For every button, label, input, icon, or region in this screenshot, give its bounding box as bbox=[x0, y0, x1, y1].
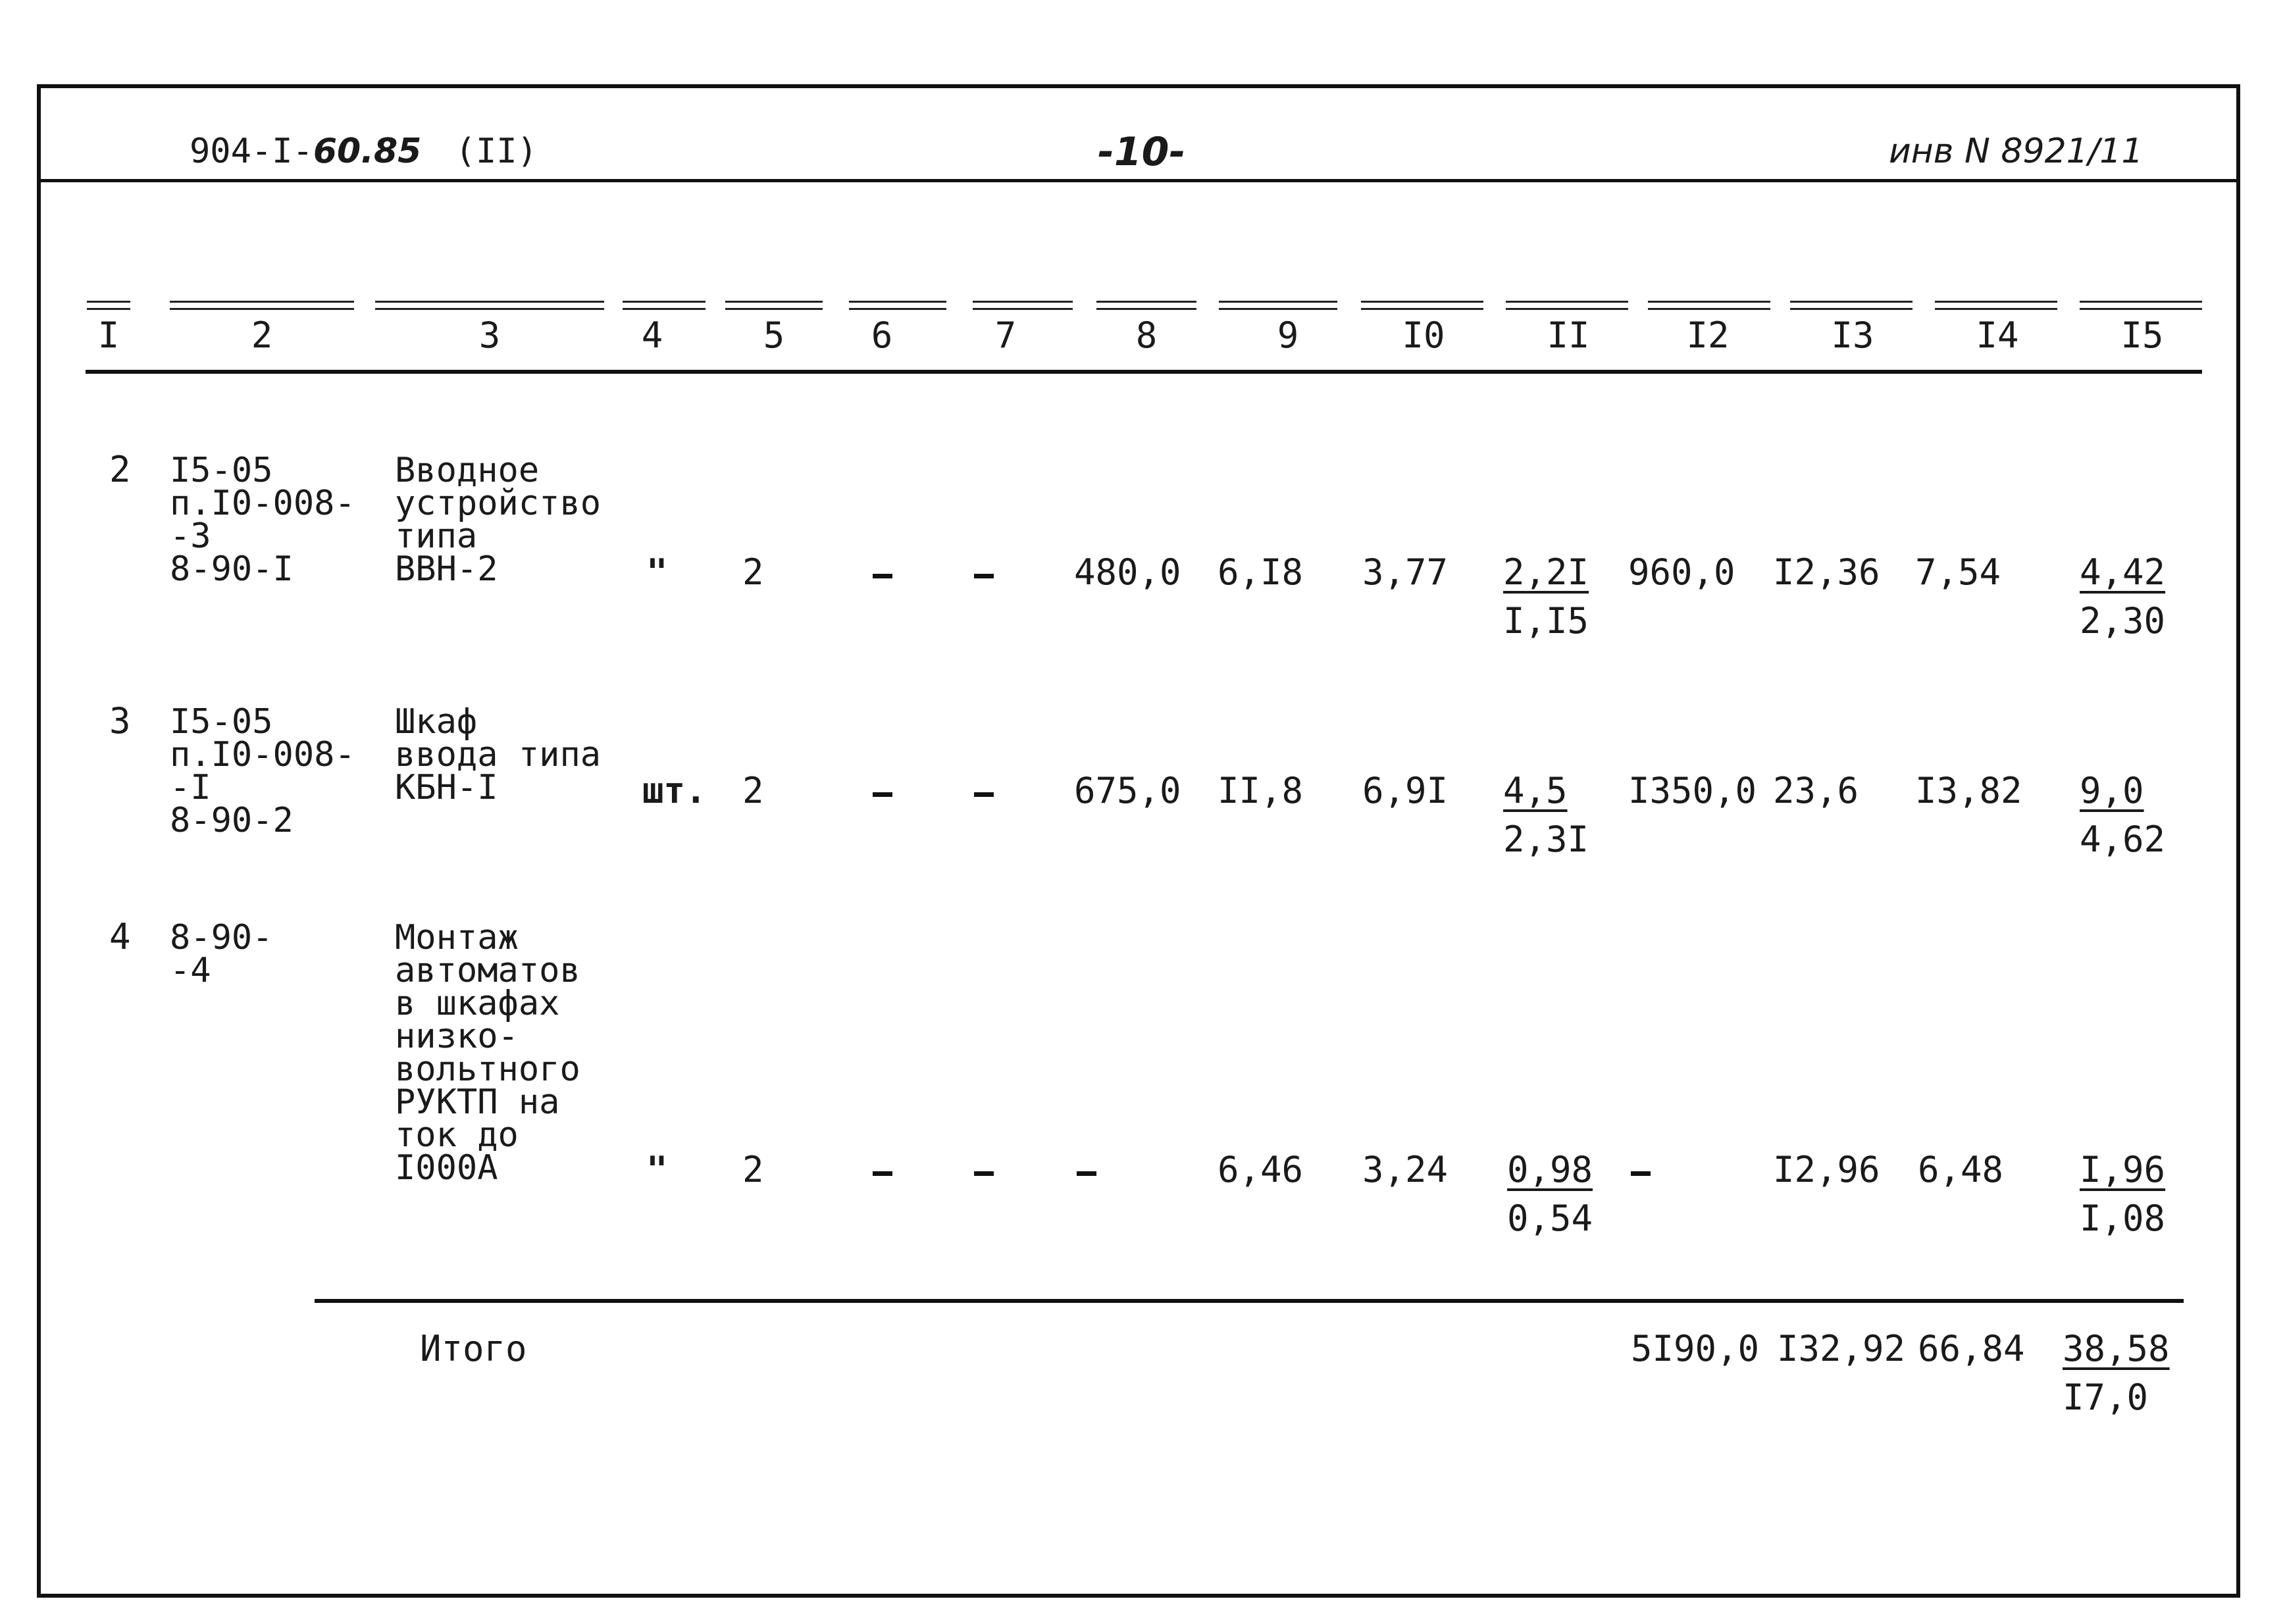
col-num-6: 6 bbox=[871, 315, 893, 356]
col-num-12: I2 bbox=[1686, 315, 1730, 356]
col-num-4: 4 bbox=[641, 315, 663, 356]
col-num-11: II bbox=[1547, 315, 1590, 356]
row-c11-top: 4,5 bbox=[1503, 770, 1568, 811]
row-c8: 480,0 bbox=[1074, 551, 1181, 593]
row-c9: II,8 bbox=[1218, 770, 1304, 811]
row-c9: 6,46 bbox=[1218, 1149, 1304, 1190]
col-num-5: 5 bbox=[763, 315, 785, 356]
row-c13: I2,96 bbox=[1773, 1149, 1880, 1190]
row-c7-dash bbox=[974, 574, 994, 578]
row-c13: 23,6 bbox=[1773, 770, 1859, 811]
header-bottom-rule bbox=[86, 370, 2202, 374]
row-c14: 6,48 bbox=[1918, 1149, 2004, 1190]
document-code bbox=[190, 132, 538, 171]
total-rule bbox=[315, 1299, 2184, 1303]
col-num-13: I3 bbox=[1831, 315, 1874, 356]
col-rule-1 bbox=[87, 301, 130, 310]
row-c6-dash bbox=[873, 792, 892, 797]
row-c11-bottom: 0,54 bbox=[1507, 1198, 1593, 1239]
row-c14: 7,54 bbox=[1915, 551, 2001, 593]
page-frame bbox=[37, 84, 2240, 1598]
col-num-8: 8 bbox=[1135, 315, 1158, 356]
col-rule-9 bbox=[1219, 301, 1337, 310]
row-c15-bottom: 2,30 bbox=[2080, 600, 2166, 642]
col-rule-7 bbox=[973, 301, 1073, 310]
row-number: 2 bbox=[109, 449, 131, 490]
row-c10: 6,9I bbox=[1362, 770, 1449, 811]
col-rule-4 bbox=[623, 301, 706, 310]
row-number: 4 bbox=[109, 916, 131, 957]
col-rule-14 bbox=[1935, 301, 2057, 310]
row-c13: I2,36 bbox=[1773, 551, 1880, 593]
total-c15-top: 38,58 bbox=[2063, 1328, 2170, 1369]
total-c14: 66,84 bbox=[1918, 1328, 2025, 1369]
row-code: I5-05 п.I0-008- -I 8-90-2 bbox=[170, 702, 355, 840]
row-qty: 2 bbox=[742, 770, 764, 811]
col-num-14: I4 bbox=[1976, 315, 2019, 356]
total-c13: I32,92 bbox=[1777, 1328, 1906, 1369]
row-c15-top: 4,42 bbox=[2080, 551, 2166, 593]
row-code: I5-05 п.I0-008- -3 8-90-I bbox=[170, 451, 355, 589]
doc-code-suffix: (II) bbox=[455, 132, 538, 171]
col-num-2: 2 bbox=[251, 315, 273, 356]
row-c7-dash bbox=[974, 792, 994, 797]
col-rule-2 bbox=[170, 301, 354, 310]
row-c11-bottom: 2,3I bbox=[1503, 819, 1589, 860]
col-num-15: I5 bbox=[2120, 315, 2164, 356]
row-qty: 2 bbox=[742, 1149, 764, 1190]
total-c12: 5I90,0 bbox=[1631, 1328, 1760, 1369]
doc-code-printed: 904-I- bbox=[190, 132, 313, 171]
row-c12: 960,0 bbox=[1628, 551, 1735, 593]
col-rule-11 bbox=[1506, 301, 1628, 310]
row-c6-dash bbox=[873, 574, 892, 578]
row-unit: " bbox=[646, 551, 668, 593]
row-c12: I350,0 bbox=[1628, 770, 1757, 811]
row-c8-dash bbox=[1077, 1171, 1096, 1176]
row-c10: 3,77 bbox=[1362, 551, 1449, 593]
col-rule-13 bbox=[1790, 301, 1913, 310]
inventory-number: инв N 8921/11 bbox=[1889, 132, 2144, 171]
row-c15-bottom: I,08 bbox=[2080, 1198, 2166, 1239]
col-rule-3 bbox=[375, 301, 604, 310]
col-num-3: 3 bbox=[478, 315, 501, 356]
row-number: 3 bbox=[109, 700, 131, 742]
col-num-10: I0 bbox=[1402, 315, 1445, 356]
row-c7-dash bbox=[974, 1171, 994, 1176]
row-name: Вводное устройство типа ВВН-2 bbox=[395, 451, 602, 589]
row-c11-top: 0,98 bbox=[1507, 1149, 1593, 1190]
row-code: 8-90- -4 bbox=[170, 918, 273, 990]
row-c15-top: I,96 bbox=[2080, 1149, 2166, 1190]
row-c11-top: 2,2I bbox=[1503, 551, 1589, 593]
header-divider bbox=[41, 179, 2236, 182]
total-label: Итого bbox=[420, 1328, 527, 1369]
row-unit: шт. bbox=[642, 770, 707, 811]
row-c15-top: 9,0 bbox=[2080, 770, 2144, 811]
row-c12-dash bbox=[1631, 1171, 1651, 1176]
col-num-7: 7 bbox=[994, 315, 1017, 356]
total-c15-bottom: I7,0 bbox=[2063, 1377, 2149, 1418]
col-rule-6 bbox=[849, 301, 946, 310]
col-rule-8 bbox=[1096, 301, 1196, 310]
row-c11-bottom: I,I5 bbox=[1503, 600, 1589, 642]
col-num-1: I bbox=[97, 315, 120, 356]
row-qty: 2 bbox=[742, 551, 764, 593]
row-c9: 6,I8 bbox=[1218, 551, 1304, 593]
row-c14: I3,82 bbox=[1915, 770, 2022, 811]
row-unit: " bbox=[646, 1149, 668, 1190]
col-rule-10 bbox=[1361, 301, 1483, 310]
row-c8: 675,0 bbox=[1074, 770, 1181, 811]
row-name: Шкаф ввода типа КБН-I bbox=[395, 702, 602, 807]
row-name: Монтаж автоматов в шкафах низко- вольтного РУКТП на ток до I000А bbox=[395, 918, 580, 1188]
col-rule-5 bbox=[725, 301, 823, 310]
col-rule-12 bbox=[1648, 301, 1770, 310]
row-c10: 3,24 bbox=[1362, 1149, 1449, 1190]
row-c15-bottom: 4,62 bbox=[2080, 819, 2166, 860]
col-rule-15 bbox=[2080, 301, 2202, 310]
col-num-9: 9 bbox=[1277, 315, 1299, 356]
page-number: -10- bbox=[1098, 129, 1186, 175]
doc-code-handwritten: 60.85 bbox=[313, 132, 422, 171]
row-c6-dash bbox=[873, 1171, 892, 1176]
